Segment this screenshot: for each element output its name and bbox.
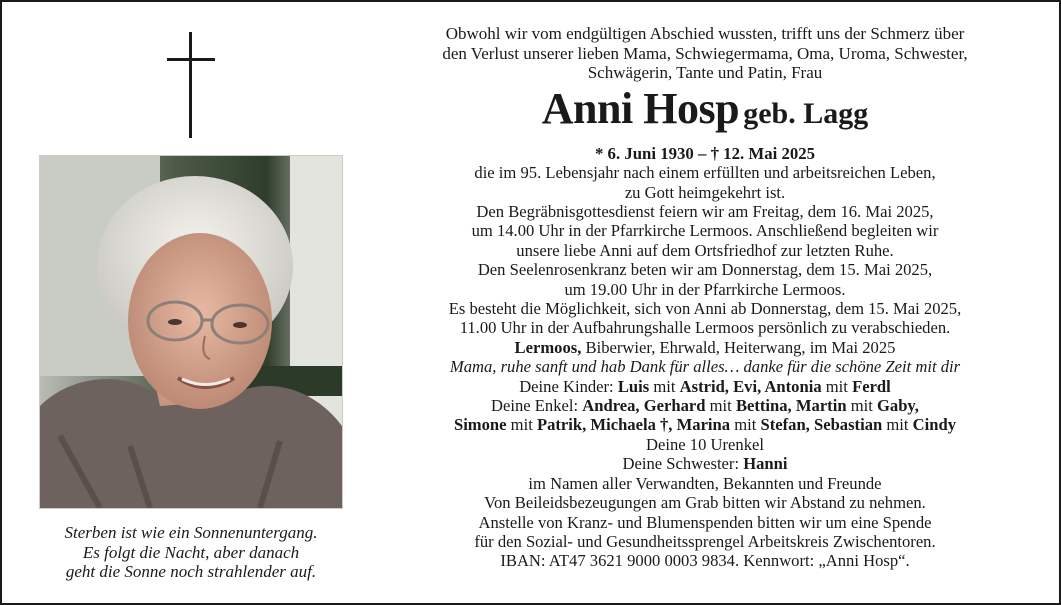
body-line: Den Seelenrosenkranz beten wir am Donnerstag, dem 15. Mai 2025,	[477, 260, 933, 280]
body-line: um 19.00 Uhr in der Pfarrkirche Lermoos.	[564, 279, 846, 299]
body-line: 11.00 Uhr in der Aufbahrungshalle Lermoos persönlich zu verabschieden.	[459, 318, 951, 338]
life-dates: * 6. Juni 1930 – † 12. Mai 2025	[594, 143, 816, 163]
deceased-name: Anni Hosp	[541, 83, 740, 133]
closing-line: Anstelle von Kranz- und Blumenspenden bitten wir um eine Spende	[478, 512, 932, 532]
quote-line: Es folgt die Nacht, aber danach	[82, 542, 300, 562]
great-grandchildren-line: Deine 10 Urenkel	[646, 434, 764, 454]
relatives-line: im Namen aller Verwandten, Bekannten und Freunde	[528, 473, 882, 493]
maiden-name: geb. Lagg	[743, 96, 869, 130]
intro-text: Obwohl wir vom endgültigen Abschied wussten, trifft uns der Schmerz über den Verlust unserer lieben Mama, Schwiegermama, Oma, Uroma, Schwester, Schwägerin, Tante und Patin, Frau	[442, 24, 968, 83]
obituary-text	[380, 24, 1030, 571]
body-line: Den Begräbnisgottesdienst feiern wir am Freitag, dem 16. Mai 2025,	[476, 202, 934, 221]
grandchildren-line: Deine Enkel: Andrea, Gerhard mit Bettina, Martin mit Gaby,	[491, 396, 919, 416]
bank-details: IBAN: AT47 3621 9000 0003 9834. Kennwort: „Anni Hosp“.	[500, 551, 910, 571]
deceased-name-line	[380, 83, 1030, 144]
children-line: Deine Kinder: Luis mit Astrid, Evi, Antonia mit Ferdl	[519, 376, 891, 396]
quote-line: geht die Sonne noch strahlender auf.	[65, 562, 317, 582]
portrait-photo	[39, 155, 343, 509]
body-line: unsere liebe Anni auf dem Ortsfriedhof zur letzten Ruhe.	[516, 240, 894, 260]
body-line: um 14.00 Uhr in der Pfarrkirche Lermoos. Anschließend begleiten wir	[471, 221, 939, 241]
grandchildren-line: Simone mit Patrik, Michaela †, Marina mit Stefan, Sebastian mit Cindy	[453, 415, 957, 435]
closing-line: Von Beileidsbezeugungen am Grab bitten wir Abstand zu nehmen.	[484, 493, 926, 513]
closing-line: für den Sozial- und Gesundheitssprengel Arbeitskreis Zwischentoren.	[474, 531, 936, 551]
place-date: Lermoos, Biberwier, Ehrwald, Heiterwang, im Mai 2025	[514, 337, 896, 357]
farewell-quote	[26, 523, 356, 582]
cross-icon	[167, 32, 215, 138]
sister-line: Deine Schwester: Hanni	[622, 454, 788, 474]
body-line: Es besteht die Möglichkeit, sich von Anni ab Donnerstag, dem 15. Mai 2025,	[448, 299, 962, 319]
motto: Mama, ruhe sanft und hab Dank für alles… danke für die schöne Zeit mit dir	[449, 357, 961, 377]
quote-line: Sterben ist wie ein Sonnenuntergang.	[64, 523, 318, 542]
body-line: die im 95. Lebensjahr nach einem erfüllten und arbeitsreichen Leben,	[474, 163, 936, 183]
body-line: zu Gott heimgekehrt ist.	[624, 182, 786, 202]
